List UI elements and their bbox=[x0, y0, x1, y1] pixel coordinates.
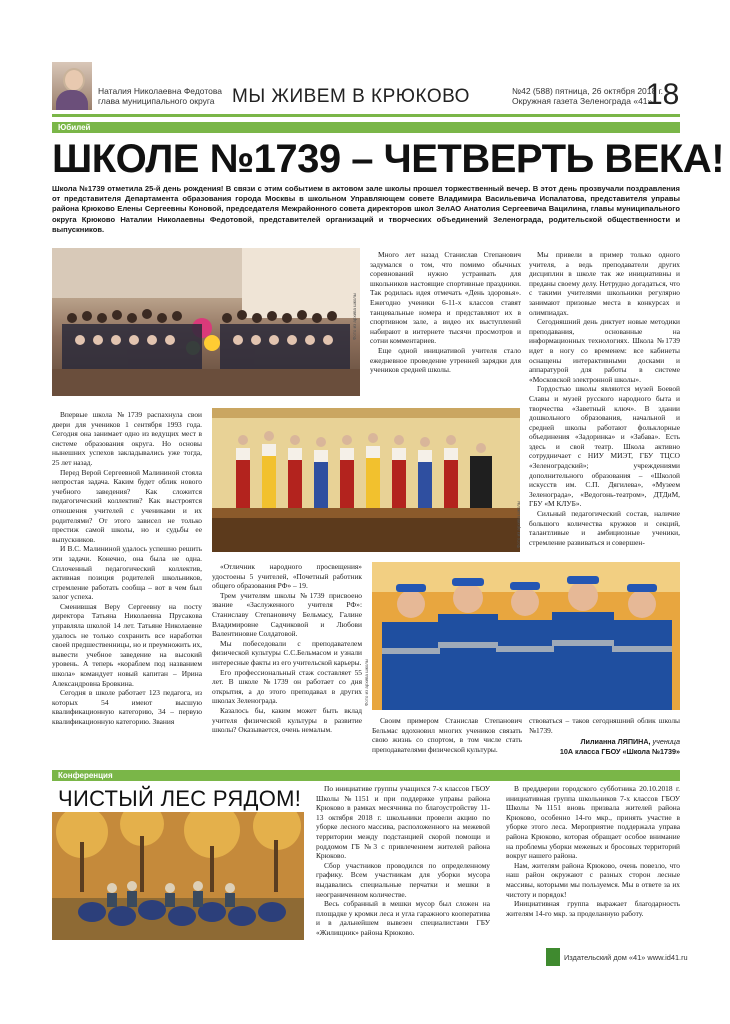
paragraph: Инициативная группа выражает благодарность жителям 14-го мкр. за проделанную работу. bbox=[506, 899, 680, 918]
paragraph: «Отличник народного просвещения» удостоены 5 учителей, «Почетный работник общего образования РФ» – 19. bbox=[212, 562, 362, 591]
article-headline: ШКОЛЕ №1739 – ЧЕТВЕРТЬ ВЕКА! bbox=[52, 137, 725, 181]
paragraph: ствоваться – таков сегодняшний облик школы №1739. bbox=[529, 716, 680, 735]
paragraph: Своим примером Станислав Степанович Бельмас вдохновил многих учеников связать свою жизнь со спортом, в том числе стать преподавателями физической культуры. bbox=[372, 716, 522, 754]
article-col3-bottom bbox=[529, 716, 680, 735]
paragraph: Сегодня в школе работает 123 педагога, из которых 54 имеют высшую квалификационную категорию, 34 – первую квалификационную категорию. Звания bbox=[52, 688, 202, 726]
article-lead: Школа №1739 отметила 25-й день рождения! В связи с этим событием в актовом зале школы прошел торжественный вечер. В этот день прозвучали поздравления от представителя Департамента образования города Москвы в школьном Управляющем совете Владимира Васильевича Испалатова, представителя управы района Крюково Елены Сергеевны Коновой, председателя Межрайонного совета директоров школ ЗелАО Анатолия Сергеевича Вацилина, главы муниципального округа Крюково Наталии Николаевны Федотовой, представителей организаций и творческих объединений Зеленограда, родительской общественности и выпускников. bbox=[52, 184, 680, 234]
paragraph: И В.С. Малининой удалось успешно решить эти задачи. Конечно, она была не одна. Сплоченный педагогический коллектив, активная позиция родителей школьников, стремление работать сообща – вот в чем был залог успеха. bbox=[52, 544, 202, 602]
paragraph: Его профессиональный стаж составляет 55 лет. В школе №1739 он работает со дня открытия, а до этого преподавал в других школах Зеленограда. bbox=[212, 667, 362, 706]
article-col1 bbox=[52, 410, 202, 727]
rubric-label: Юбилей bbox=[58, 123, 91, 132]
photo-credit-2: Фото из архива школы bbox=[516, 500, 521, 548]
footer-publisher: Издательский дом «41» www.id41.ru bbox=[564, 953, 688, 962]
rubric-bar-2 bbox=[52, 770, 680, 781]
paragraph: Весь собранный в мешки мусор был сложен на площадке у кромки леса и угла гаражного кооператива и в дальнейшем вывезен специалистами ГБУ «Жилищник» района Крюково. bbox=[316, 899, 490, 937]
article-col3-top bbox=[529, 250, 680, 547]
article-col2-top bbox=[370, 250, 521, 375]
issue-info bbox=[512, 86, 663, 106]
photo-stage bbox=[212, 408, 520, 552]
section-title: МЫ ЖИВЕМ В КРЮКОВО bbox=[232, 86, 470, 107]
author-photo bbox=[52, 62, 92, 110]
paragraph: По инициативе группы учащихся 7-х классов ГБОУ Школы №1151 и при поддержке управы района Крюково в рамках месячника по благоустройству 11-13 октября 2018 г. школьники провели акцию по уборке лесного массива, расположенного на межевой территории между подстанцией скорой помощи и роддомом ГБ №3 с привлечением жителей района Крюково. bbox=[316, 784, 490, 861]
rubric-label-2: Конференция bbox=[58, 771, 113, 780]
photo-group-illustration bbox=[52, 248, 360, 396]
issue-line-1: №42 (588) пятница, 26 октября 2018 г. bbox=[512, 86, 664, 96]
paragraph: Сегодняшний день диктует новые методики преподавания, основанные на информационных технологиях. Школа №1739 идет в ногу со временем: все кабинеты оснащены интерактивными досками и аппаратурой для работы в системе «Московской электронной школы». bbox=[529, 317, 680, 384]
header-person-role: глава муниципального округа bbox=[98, 96, 215, 106]
page-number: 18 bbox=[646, 78, 680, 111]
paragraph: Трем учителям школы №1739 присвоено звание «Заслуженного учителя РФ»: Станиславу Степановичу Бельмасу, Галине Владимировне Садчиковой и Любови Валентиновне Солдатовой. bbox=[212, 590, 362, 639]
issue-line-2: Окружная газета Зеленограда «41» bbox=[512, 96, 653, 106]
article2-col2 bbox=[316, 784, 490, 938]
photo-folk-illustration bbox=[372, 562, 680, 710]
paragraph: Сильный педагогический состав, наличие большого количества кружков и секций, талантливые и амбициозные ученики, стремление развиваться и совершен- bbox=[529, 509, 680, 547]
paragraph: Впервые школа №1739 распахнула свои двери для учеников 1 сентября 1993 года. Сегодня она занимает одно из ведущих мест в системе образования округа. Но основы нынешних успехов закладывались уже тогда, 25 лет назад. bbox=[52, 410, 202, 467]
photo-credit-1: Фото из архива школы bbox=[352, 292, 357, 340]
paragraph: Нам, жителям района Крюково, очень повезло, что наш район окружают с разных сторон лесные массивы, которыми мы пользуемся. Мы в ответе за их чистоту и порядок! bbox=[506, 860, 680, 899]
photo-forest-cleanup bbox=[52, 812, 304, 940]
signature-class: 10А класса ГБОУ «Школа №1739» bbox=[559, 746, 680, 756]
rubric-bar bbox=[52, 122, 680, 133]
photo-credit-3: Фото из архива школы bbox=[364, 658, 369, 706]
article2-headline: ЧИСТЫЙ ЛЕС РЯДОМ! bbox=[58, 786, 302, 811]
signature-role: ученица bbox=[652, 737, 680, 746]
article-col2-mid bbox=[212, 562, 362, 735]
photo-stage-illustration bbox=[212, 408, 520, 552]
paragraph: Гордостью школы являются музей Боевой Славы и музей русского народного быта и творчества «Заветный ключ». В здании дошкольного образования, начальной и средней школы работают фольклорные объединения «Задоринка» и «Забава». Есть здесь и свой театр. Школа активно сотрудничает с НИУ МИЭТ, ГБУ ТЦСО «Зеленоградский»; учреждениями дополнительного образования – «Школой искусств им. С.П. Дягилева», «Музеем Зеленограда», «Ведогонь-театром», ДТДиМ, ГБУ «М КЛУБ». bbox=[529, 384, 680, 509]
paragraph: Перед Верой Сергеевной Малининой стояла непростая задача. Каким будет облик нового учебного заведения? Как сложится педагогический коллектив? Как выстроятся отношения учителей с учениками и их родителями? От этого зависел не только престиж самой школы, но и судьбы ее выпускников. bbox=[52, 467, 202, 544]
paragraph: В преддверии городского субботника 20.10.2018 г. инициативная группа школьников 7-х классов ГБОУ Школы №1151 вновь призвала жителей района Крюково, особенно 14-го мкр., принять участие в уборке этого леса. Мероприятие поддержала управа района Крюково, которая обращает особое внимание на проблемы уборки межевых и бросовых территорий вокруг нашего района. bbox=[506, 784, 680, 861]
signature-name: Лилианна ЛЯПИНА, bbox=[580, 737, 651, 746]
article-signature bbox=[529, 737, 680, 756]
header-person-name: Наталия Николаевна Федотова bbox=[98, 86, 223, 96]
paragraph: Много лет назад Станислав Степанович задумался о том, что помимо обычных соревнований нужно устраивать для школьников настоящие спортивные праздники. Так родилась идея отмечать «День здоровья». Ежегодно ученики 6-11-х классов ставят танцевальные номера и представляют их в спортивном зале, а видео их выступлений набирают в интернете тысячи просмотров и сотни комментариев. bbox=[370, 250, 521, 346]
paragraph: Еще одной инициативой учителя стало ежедневное проведение утренней зарядки для учеников средней школы. bbox=[370, 345, 521, 375]
paragraph: Мы привели в пример только одного учителя, а ведь преподаватели других дисциплин в школе так же инициативны и преданы своему делу. Нетрудно догадаться, что с такими учителями школьники регулярно занимают призовые места в конкурсах и олимпиадах. bbox=[529, 250, 680, 317]
article-col2-bottom bbox=[372, 716, 522, 754]
header-divider bbox=[52, 114, 680, 117]
publisher-logo-icon bbox=[546, 948, 560, 966]
header-person bbox=[98, 86, 222, 106]
paragraph: Сбор участников проводился по определенному графику. Всем участникам для уборки мусора выдавались специальные перчатки и мешки в неограниченном количестве. bbox=[316, 860, 490, 899]
photo-forest-illustration bbox=[52, 812, 304, 940]
photo-group bbox=[52, 248, 360, 396]
paragraph: Мы побеседовали с преподавателем физической культуры С.С.Бельмасом и узнали интересные факты из его учительской карьеры. bbox=[212, 638, 362, 667]
article2-col3 bbox=[506, 784, 680, 918]
paragraph: Сменившая Веру Сергеевну на посту директора Татьяна Николаевна Прусакова управляла школой 14 лет. Татьяне Николаевне удалось не только сохранить все наработки своей предшественницы, но и преумножить их, вывести учебное заведение на высокий уровень. А теперь «кораблем под названием школа» командует новый капитан – Ирина Александровна Бровкина. bbox=[52, 601, 202, 688]
paragraph: Казалось бы, каким может быть вклад учителя физической культуры в развитие школы? Оказывается, очень немалым. bbox=[212, 705, 362, 735]
photo-folk-ensemble bbox=[372, 562, 680, 710]
